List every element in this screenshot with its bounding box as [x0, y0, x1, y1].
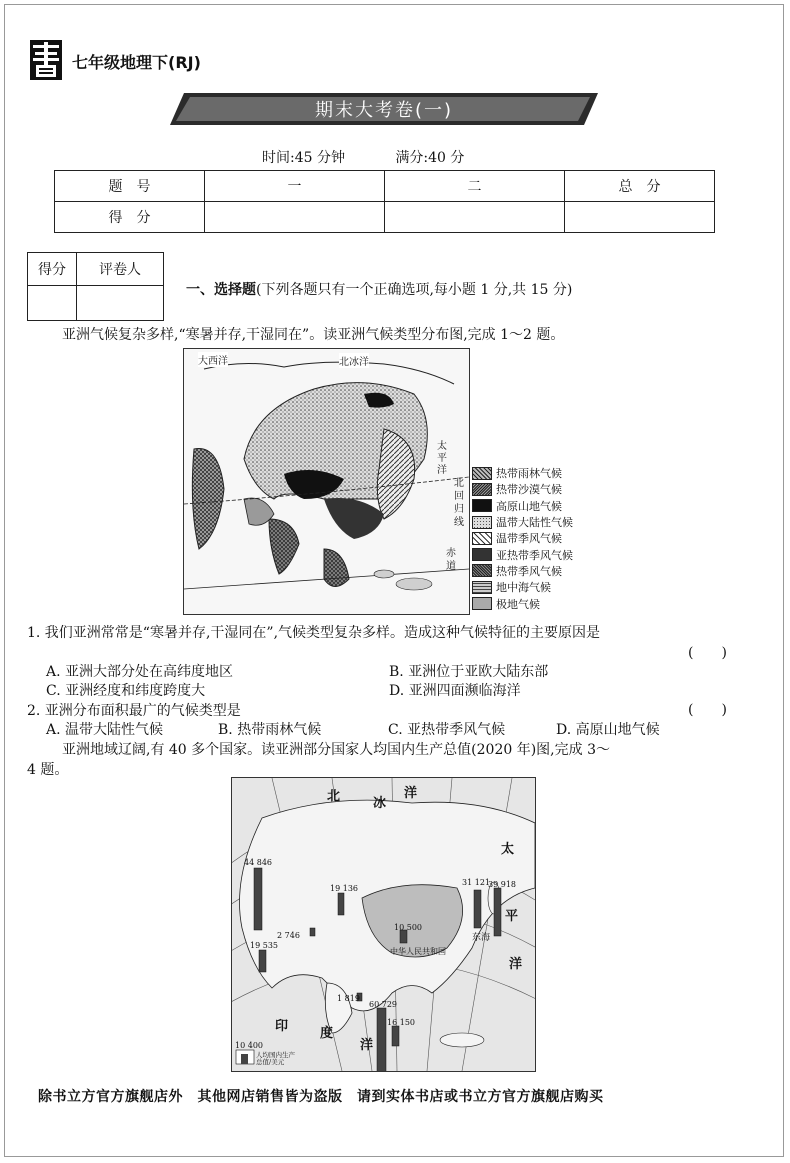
- legend-item: [472, 595, 573, 611]
- question-2-option-c[interactable]: C. 亚热带季风气候: [388, 722, 506, 738]
- legend-swatch: [472, 597, 492, 610]
- question-2-stem: 2. 亚洲分布面积最广的气候类型是: [27, 703, 241, 719]
- legend-label: 地中海气候: [496, 581, 551, 595]
- label-du: 度: [320, 1026, 334, 1041]
- score-cell-part1[interactable]: [205, 202, 385, 233]
- footer-notice: 除书立方官方旗舰店外 其他网店销售皆为盗版 请到实体书店或书立方官方旗舰店购买: [38, 1089, 604, 1105]
- asia-gdp-map: [231, 777, 536, 1072]
- legend-swatch: [472, 564, 492, 577]
- intro-paragraph-2-cont: 4 题。: [27, 762, 69, 778]
- value-label: 44 846: [244, 858, 272, 867]
- legend-swatch: [472, 499, 492, 512]
- grader-table: [27, 252, 164, 321]
- question-1-option-a[interactable]: A. 亚洲大部分处在高纬度地区: [46, 664, 234, 680]
- label-tai: 太: [501, 842, 515, 857]
- value-label: 2 746: [277, 931, 300, 940]
- score-header-total: 总 分: [565, 171, 715, 202]
- question-1-answer-blank[interactable]: ( ): [688, 645, 727, 661]
- question-1-option-c[interactable]: C. 亚洲经度和纬度跨度大: [46, 683, 206, 699]
- legend-label: 热带沙漠气候: [496, 483, 562, 497]
- legend-label: 温带季风气候: [496, 532, 562, 546]
- legend-label: 高原山地气候: [496, 499, 562, 513]
- legend-swatch: [472, 483, 492, 496]
- value-label: 31 121: [462, 878, 490, 887]
- legend-swatch: [472, 467, 492, 480]
- score-header-part1: 一: [205, 171, 385, 202]
- grader-reviewer-cell[interactable]: [77, 286, 164, 321]
- value-label: 19 136: [330, 884, 358, 893]
- exam-info: [262, 147, 510, 167]
- section-note: (下列各题只有一个正确选项,每小题 1 分,共 15 分): [256, 282, 573, 298]
- score-cell-part2[interactable]: [385, 202, 565, 233]
- score-row-label: 得 分: [55, 202, 205, 233]
- question-1-option-d[interactable]: D. 亚洲四面濒临海洋: [389, 683, 521, 699]
- legend-swatch: [472, 548, 492, 561]
- intro-paragraph-2: 亚洲地域辽阔,有 40 多个国家。读亚洲部分国家人均国内生产总值(2020 年)图,完成 3～: [62, 742, 610, 758]
- book-logo-icon: [30, 40, 62, 80]
- grader-score-cell[interactable]: [28, 286, 77, 321]
- exam-time: 时间:45 分钟: [262, 150, 345, 166]
- value-label: 1 819: [337, 994, 360, 1003]
- grader-score-header: 得分: [28, 253, 77, 286]
- legend-item: [472, 530, 573, 546]
- value-label: 39 918: [488, 880, 516, 889]
- question-2-answer-blank[interactable]: ( ): [688, 702, 727, 718]
- label-east-sea: 东海: [472, 933, 491, 943]
- map2-legend-title: 人均国内生产总值/美元: [256, 1051, 295, 1066]
- score-header-part2: 二: [385, 171, 565, 202]
- intro-paragraph-1: 亚洲气候复杂多样,“寒暑并存,干湿同在”。读亚洲气候类型分布图,完成 1～2 题。: [62, 327, 565, 343]
- question-2-option-d[interactable]: D. 高原山地气候: [556, 722, 660, 738]
- section-label: 一、选择题: [186, 282, 256, 298]
- label-atlantic: 大西洋: [198, 352, 228, 367]
- label-ice: 冰: [373, 796, 387, 811]
- label-pacific: 太平洋: [437, 441, 447, 476]
- value-label: 60 729: [369, 1000, 397, 1009]
- exam-full-score: 满分:40 分: [395, 150, 465, 166]
- asia-climate-map: [183, 348, 470, 615]
- value-label: 10 500: [394, 923, 422, 932]
- label-yang: 洋: [509, 957, 523, 972]
- value-label: 16 150: [387, 1018, 415, 1027]
- label-china: 中华人民共和国: [390, 947, 446, 956]
- legend-label: 热带雨林气候: [496, 467, 562, 481]
- label-ping: 平: [505, 909, 519, 924]
- value-label: 10 400: [235, 1041, 263, 1050]
- legend-label: 亚热带季风气候: [496, 548, 573, 562]
- book-title: 七年级地理下(RJ): [72, 53, 201, 72]
- label-arctic: 北冰洋: [339, 353, 369, 368]
- legend-item: [472, 563, 573, 579]
- legend-label: 热带季风气候: [496, 564, 562, 578]
- label-ocean: 洋: [404, 786, 418, 801]
- value-label: 19 535: [250, 941, 278, 950]
- legend-item: [472, 481, 573, 497]
- exam-title: 期末大考卷(一): [314, 100, 454, 121]
- label-equator: 赤道: [446, 548, 456, 572]
- score-table: [54, 170, 715, 233]
- label-yang2: 洋: [360, 1038, 374, 1053]
- label-yin: 印: [275, 1019, 289, 1034]
- question-1-stem: 1. 我们亚洲常常是“寒暑并存,干湿同在”,气候类型复杂多样。造成这种气候特征的主要原因是: [27, 625, 601, 641]
- asia-climate-map-drawing: [184, 349, 469, 614]
- section-title: [186, 279, 572, 299]
- score-header-question: 题 号: [55, 171, 205, 202]
- question-2-option-a[interactable]: A. 温带大陆性气候: [46, 722, 164, 738]
- climate-legend: [472, 465, 573, 612]
- grader-reviewer-header: 评卷人: [77, 253, 164, 286]
- label-north: 北: [327, 789, 341, 804]
- legend-swatch: [472, 581, 492, 594]
- question-2-option-b[interactable]: B. 热带雨林气候: [218, 722, 322, 738]
- legend-label: 极地气候: [496, 597, 540, 611]
- legend-item: [472, 465, 573, 481]
- legend-label: 温带大陆性气候: [496, 516, 573, 530]
- legend-item: [472, 546, 573, 562]
- legend-swatch: [472, 532, 492, 545]
- question-1-option-b[interactable]: B. 亚洲位于亚欧大陆东部: [389, 664, 549, 680]
- score-cell-total[interactable]: [565, 202, 715, 233]
- legend-swatch: [472, 516, 492, 529]
- legend-item: [472, 579, 573, 595]
- label-tropic: 北回归线: [454, 478, 464, 528]
- legend-item: [472, 514, 573, 530]
- legend-item: [472, 498, 573, 514]
